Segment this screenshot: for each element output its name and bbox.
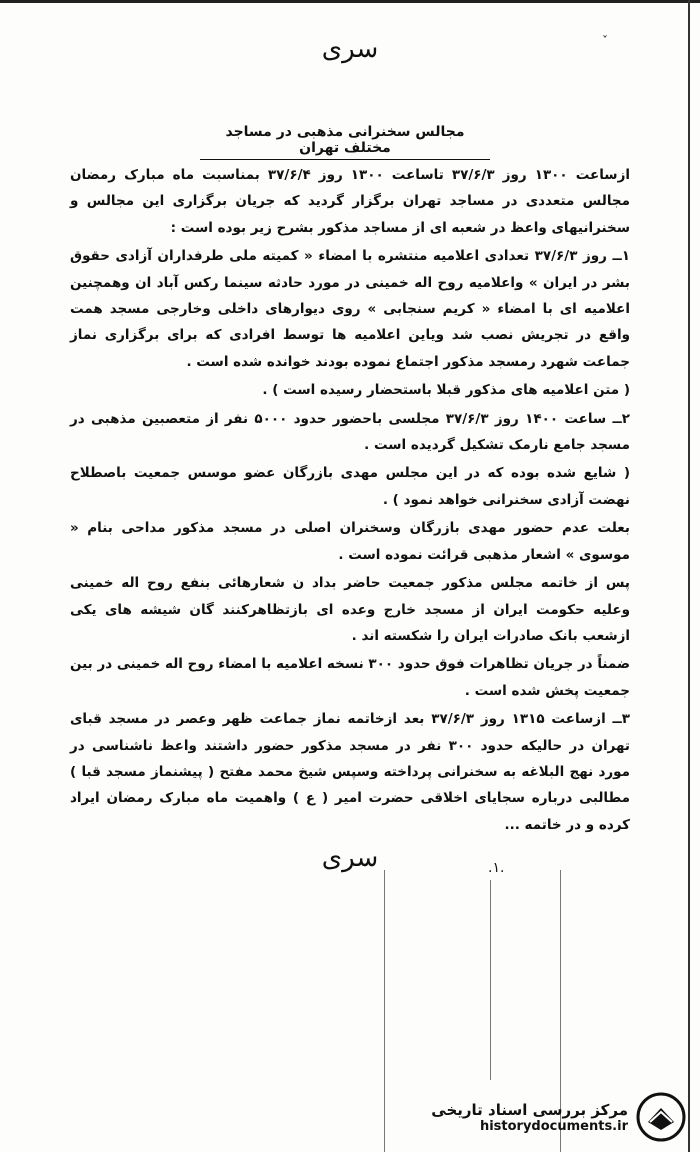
- paragraph-item-2: ۲ــ ساعت ۱۴۰۰ روز ۳۷/۶/۳ مجلسی باحضور حدود ۵۰۰۰ نفر از متعصبین مذهبی در مسجد جامع نارمک تشکیل گردیده است .: [70, 410, 630, 454]
- classification-stamp-bottom: سری: [321, 843, 379, 873]
- page-right-edge: [688, 0, 690, 1152]
- paragraph-item-2-leaflets: ضمناً در جریان تظاهرات فوق حدود ۳۰۰ نسخه اعلامیه با امضاء روح اله خمینی در بین جمعیت پخش شده است .: [70, 656, 630, 699]
- book-logo-icon: [636, 1092, 686, 1142]
- fold-line: [384, 870, 385, 1152]
- classification-stamp-top: سری: [321, 34, 379, 64]
- paragraph-item-3: ۳ــ ازساعت ۱۳۱۵ روز ۳۷/۶/۳ بعد ازخاتمه نماز جماعت ظهر وعصر در مسجد قبای تهران در حالیکه حدود ۳۰۰ نفر در مسجد مذکور حضور داشتند واعظ ناشناسی در مورد نهج البلاغه به سخنرانی پرداخته وسپس شیخ محمد مفتح ( پیشنماز مسجد قبا ) مطالبی درباره سجایای اخلاقی حضرت امیر ( ع ) واهمیت ماه مبارک رمضان ایراد کرده و در خاتمه ...: [70, 711, 630, 833]
- document-body: [70, 162, 630, 840]
- paragraph-intro: ازساعت ۱۳۰۰ روز ۳۷/۶/۳ تاساعت ۱۳۰۰ روز ۳۷/۶/۴ بمناسبت ماه مبارک رمضان مجالس متعددی در مساجد تهران برگزار گردید که جریان برگزاری این مجالس و سخنرانیهای واعظ در شعبه ای از مساجد مذکور بشرح زیر بوده است :: [70, 167, 630, 236]
- page-top-edge: [0, 0, 700, 3]
- watermark-text: [431, 1101, 628, 1134]
- paragraph-note-2: ( شایع شده بوده که در این مجلس مهدی بازرگان عضو موسس جمعیت باصطلاح نهضت آزادی سخنرانی خواهد نمود ) .: [70, 465, 630, 508]
- watermark-org-name: مرکز بررسی اسناد تاریخی: [431, 1100, 628, 1119]
- paragraph-item-1: ۱ــ روز ۳۷/۶/۳ تعدادی اعلامیه منتشره با امضاء « کمیته ملی طرفداران آزادی حقوق بشر در ایران » واعلامیه روح اله خمینی در مورد حادثه سینما رکس آباد ان وهمچنین اعلامیه ای با امضاء « کریم سنجابی » روی دیوارهای داخلی وخارجی مسجد همت واقع در تجریش نصب شد ویاین اعلامیه ها توسط افرادی که برای برگزاری نماز جماعت شهرد رمسجد مذکور اجتماع نموده بودند خوانده شده است .: [70, 248, 630, 370]
- fold-line: [490, 880, 491, 1080]
- paragraph-item-2-detail: بعلت عدم حضور مهدی بازرگان وسخنران اصلی در مسجد مذکور مداحی بنام « موسوی » اشعار مذهبی قرائت نموده است .: [70, 520, 630, 563]
- watermark: [431, 1090, 686, 1144]
- fold-mark: ˇ: [602, 34, 608, 48]
- document-title: مجالس سخنرانی مذهبی در مساجد مختلف تهران: [200, 124, 490, 160]
- paragraph-note-1: ( متن اعلامیه های مذکور قبلا باستحضار رسیده است ) .: [262, 382, 630, 399]
- margin-mark: .۱.: [488, 860, 505, 876]
- watermark-website: historydocuments.ir: [479, 1118, 628, 1134]
- paragraph-item-2-aftermath: پس از خاتمه مجلس مذکور جمعیت حاضر بداد ن شعارهائی بنفع روح اله خمینی وعلیه حکومت ایران از مسجد خارج وعده ای بازتظاهرکنند گان شیشه های یکی ازشعب بانک صادرات ایران را شکسته اند .: [70, 575, 630, 644]
